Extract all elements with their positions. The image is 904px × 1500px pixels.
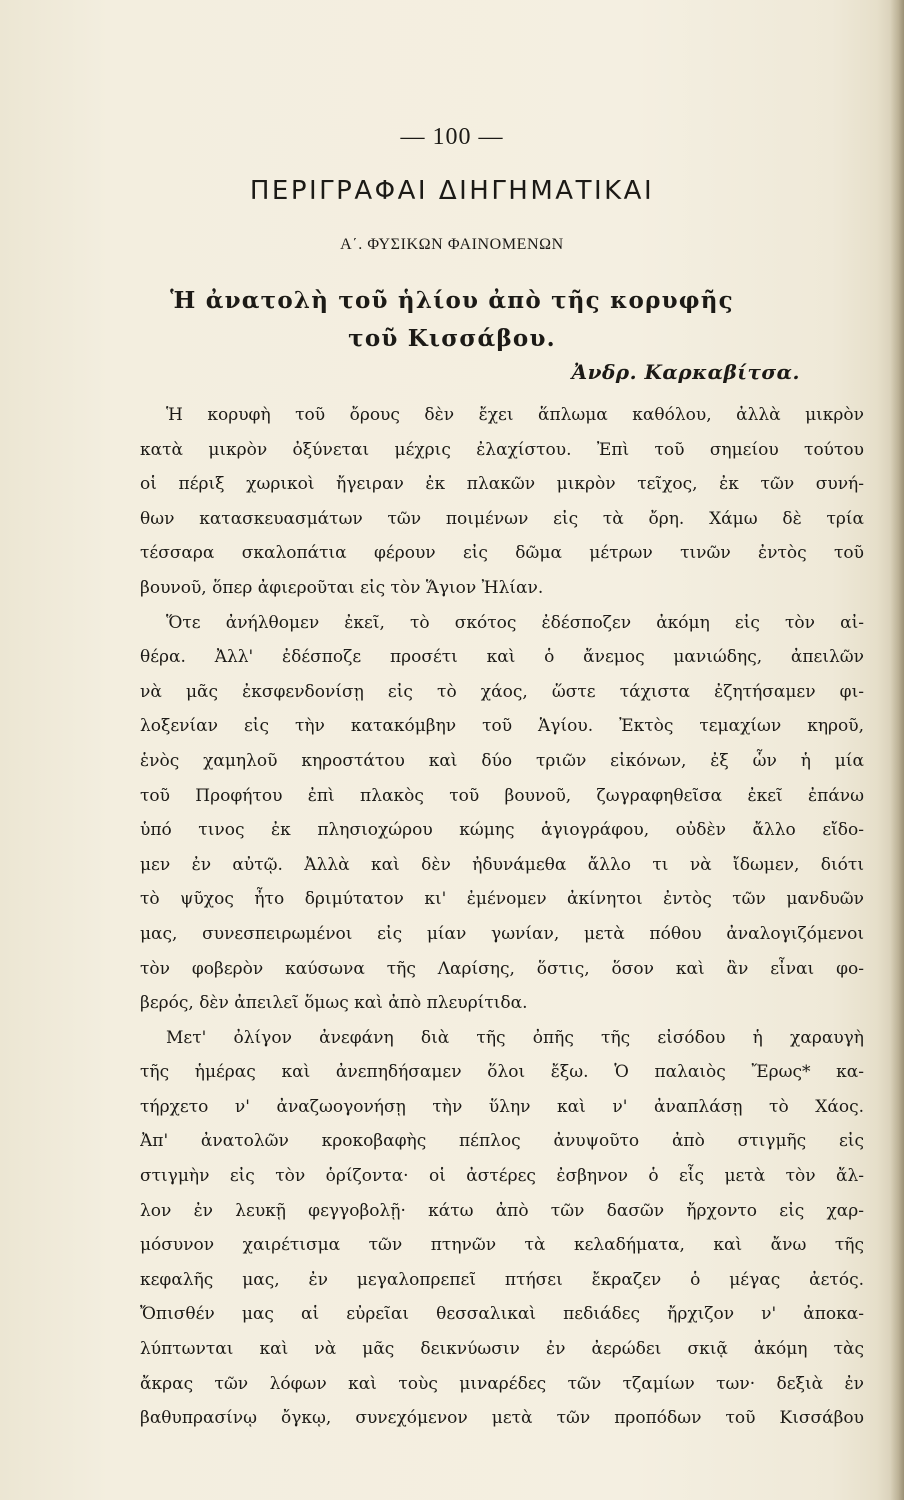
text-line: λύπτωνται καὶ νὰ μᾶς δεικνύωσιν ἐν ἀερώδει σκιᾷ ἀκόμη τὰς (140, 1339, 864, 1360)
text-line: κατὰ μικρὸν ὀξύνεται μέχρις ἐλαχίστου. Ἐπὶ τοῦ σημείου τούτου (140, 439, 864, 460)
subsection-title: Α΄. ΦΥΣΙΚΩΝ ΦΑΙΝΟΜΕΝΩΝ (340, 236, 564, 253)
article-title-line-1: Ἡ ἀνατολὴ τοῦ ἡλίου ἀπὸ τῆς κορυφῆς (170, 287, 734, 314)
text-line: ἄκρας τῶν λόφων καὶ τοὺς μιναρέδες τῶν τζαμίων των· δεξιὰ ἐν (140, 1373, 864, 1394)
text-line: Μετ' ὀλίγον ἀνεφάνη διὰ τῆς ὀπῆς τῆς εἰσόδου ἡ χαραυγὴ (166, 1027, 864, 1048)
text-line: στιγμὴν εἰς τὸν ὁρίζοντα· οἱ ἀστέρες ἐσβηνον ὁ εἷς μετὰ τὸν ἄλ- (140, 1166, 864, 1187)
text-line: λοξενίαν εἰς τὴν κατακόμβην τοῦ Ἁγίου. Ἐκτὸς τεμαχίων κηροῦ, (140, 716, 864, 737)
text-line: Ὄπισθέν μας αἱ εὐρεῖαι θεσσαλικαὶ πεδιάδες ἤρχιζον ν' ἀποκα- (140, 1304, 864, 1325)
page-number: — 100 — (400, 124, 504, 150)
text-line: τὸν φοβερὸν καύσωνα τῆς Λαρίσης, ὅστις, ὅσον καὶ ἂν εἶναι φο- (140, 958, 864, 979)
text-line: νὰ μᾶς ἐκσφενδονίσῃ εἰς τὸ χάος, ὥστε τάχιστα ἐζητήσαμεν φι- (140, 681, 864, 702)
text-line: οἱ πέριξ χωρικοὶ ἤγειραν ἐκ πλακῶν μικρὸν τεῖχος, ἐκ τῶν συνή- (140, 474, 864, 495)
text-line: Ἀπ' ἀνατολῶν κροκοβαφὴς πέπλος ἀνυψοῦτο ἀπὸ στιγμῆς εἰς (140, 1131, 864, 1152)
page-edge-shadow (890, 0, 904, 1500)
text-line: ὑπό τινος ἐκ πλησιοχώρου κώμης ἁγιογράφου, οὐδὲν ἄλλο εἴδο- (140, 820, 864, 841)
text-line: θέρα. Ἀλλ' ἐδέσποζε προσέτι καὶ ὁ ἄνεμος μανιώδης, ἀπειλῶν (140, 647, 864, 668)
section-title: ΠΕΡΙΓΡΑΦΑΙ ΔΙΗΓΗΜΑΤΙΚΑΙ (249, 176, 655, 206)
text-line: βερός, δὲν ἀπειλεῖ ὅμως καὶ ἀπὸ πλευρίτιδα. (140, 993, 528, 1014)
text-line: μας, συνεσπειρωμένοι εἰς μίαν γωνίαν, μετὰ πόθου ἀναλογιζόμενοι (140, 923, 864, 944)
text-line: λον ἐν λευκῇ φεγγοβολῇ· κάτω ἀπὸ τῶν δασῶν ἤρχοντο εἰς χαρ- (140, 1200, 864, 1221)
text-line: τέσσαρα σκαλοπάτια φέρουν εἰς δῶμα μέτρων τινῶν ἐντὸς τοῦ (140, 543, 864, 564)
text-line: θων κατασκευασμάτων τῶν ποιμένων εἰς τὰ ὄρη. Χάμω δὲ τρία (140, 508, 864, 529)
author-attribution: Ἀνδρ. Καρκαβίτσα. (571, 360, 800, 384)
text-line: κεφαλῆς μας, ἐν μεγαλοπρεπεῖ πτήσει ἔκραζεν ὁ μέγας ἀετός. (140, 1269, 864, 1290)
text-line: μόσυνον χαιρέτισμα τῶν πτηνῶν τὰ κελαδήματα, καὶ ἄνω τῆς (140, 1235, 864, 1256)
text-line: τὸ ψῦχος ἦτο δριμύτατον κι' ἐμένομεν ἀκίνητοι ἐντὸς τῶν μανδυῶν (140, 889, 864, 910)
text-line: ἑνὸς χαμηλοῦ κηροστάτου καὶ δύο τριῶν εἰκόνων, ἐξ ὧν ἡ μία (140, 750, 864, 771)
text-line: τῆς ἡμέρας καὶ ἀνεπηδήσαμεν ὅλοι ἔξω. Ὁ παλαιὸς Ἔρως* κα- (140, 1062, 864, 1083)
body-text (140, 398, 864, 1436)
text-line: βαθυπρασίνῳ ὄγκῳ, συνεχόμενον μετὰ τῶν προπόδων τοῦ Κισσάβου (140, 1408, 864, 1429)
article-title (0, 282, 904, 358)
text-line: τήρχετο ν' ἀναζωογονήσῃ τὴν ὕλην καὶ ν' ἀναπλάσῃ τὸ Χάος. (140, 1096, 864, 1117)
text-line: Ὅτε ἀνήλθομεν ἐκεῖ, τὸ σκότος ἐδέσποζεν ἀκόμη εἰς τὸν αἰ- (166, 612, 864, 633)
text-line: Ἡ κορυφὴ τοῦ ὄρους δὲν ἔχει ἅπλωμα καθόλου, ἀλλὰ μικρὸν (166, 405, 864, 425)
text-line: βουνοῦ, ὅπερ ἀφιεροῦται εἰς τὸν Ἅγιον Ἠλίαν. (140, 577, 544, 598)
article-title-line-2: τοῦ Κισσάβου. (348, 325, 556, 352)
text-line: μεν ἐν αὐτῷ. Ἀλλὰ καὶ δὲν ἠδυνάμεθα ἄλλο τι νὰ ἴδωμεν, διότι (140, 854, 864, 875)
text-line: τοῦ Προφήτου ἐπὶ πλακὸς τοῦ βουνοῦ, ζωγραφηθεῖσα ἐκεῖ ἐπάνω (140, 785, 864, 806)
